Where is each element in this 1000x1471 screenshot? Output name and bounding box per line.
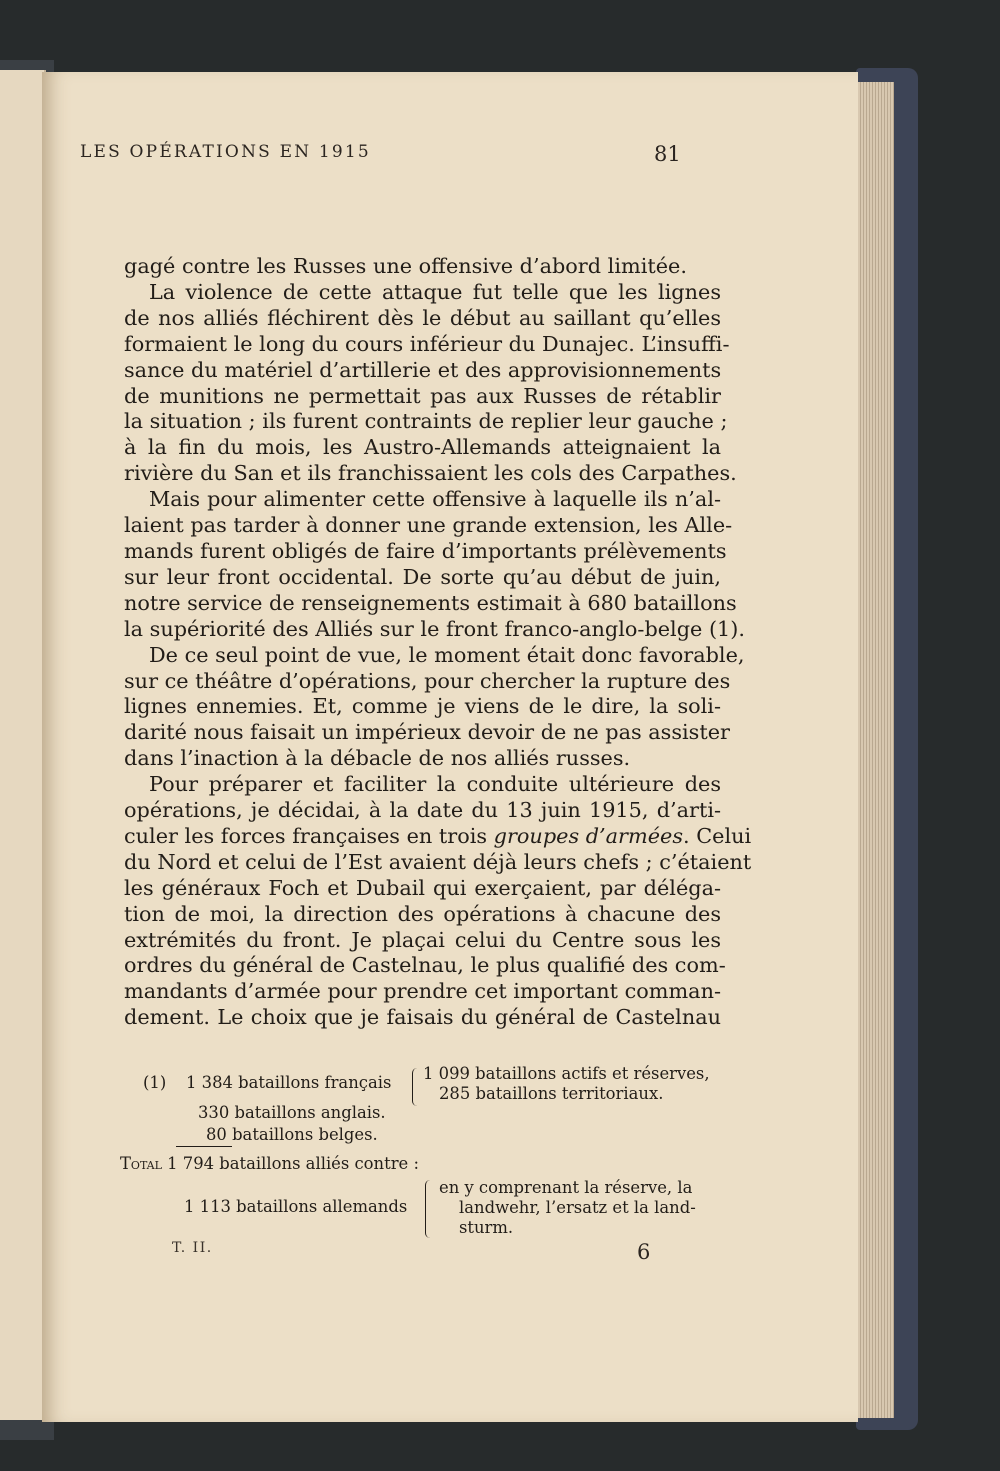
body-line: tion de moi, la direction des opérations à chacune des	[124, 901, 721, 926]
body-line: sur leur front occidental. De sorte qu’au début de juin,	[124, 564, 721, 589]
body-line: formaient le long du cours inférieur du Dunajec. L’insuffi-	[124, 331, 730, 356]
footnote-brace	[425, 1180, 431, 1238]
body-line: Pour préparer et faciliter la conduite ultérieure des	[149, 772, 721, 797]
body-line: la supériorité des Alliés sur le front franco-anglo-belge (1).	[124, 616, 746, 641]
footnote-total-rule	[176, 1146, 232, 1147]
footnote-english: 330 bataillons anglais.	[198, 1103, 386, 1122]
body-line: à la fin du mois, les Austro-Allemands atteignaient la	[124, 435, 721, 460]
footnote-german: 1 113 bataillons allemands	[184, 1197, 408, 1216]
body-text	[124, 254, 752, 1031]
footnote-french-detail-2: 285 bataillons territoriaux.	[439, 1084, 664, 1103]
footnote-german-detail-3: sturm.	[459, 1218, 514, 1237]
body-line: La violence de cette attaque fut telle que les lignes	[149, 279, 721, 304]
body-line: mandants d’armée pour prendre cet important comman-	[124, 979, 721, 1004]
body-line: les généraux Foch et Dubail qui exerçaient, par déléga-	[124, 875, 721, 900]
body-line: dans l’inaction à la débacle de nos alliés russes.	[124, 746, 631, 771]
body-line	[124, 823, 752, 850]
footnote-marker: (1)	[143, 1073, 167, 1092]
signature-number: 6	[637, 1240, 651, 1264]
facing-page-edge	[0, 70, 46, 1420]
footnote-belgian: 80 bataillons belges.	[206, 1125, 378, 1144]
body-line: dement. Le choix que je faisais du général de Castelnau	[124, 1005, 721, 1030]
emphasis-groupes-d-armees: groupes d’armées	[493, 823, 684, 848]
footnote-total-label: Total	[120, 1154, 162, 1173]
body-line-part: culer les forces françaises en trois	[124, 823, 494, 848]
body-line: notre service de renseignements estimait à 680 bataillons	[124, 590, 737, 615]
footnote-brace	[412, 1068, 418, 1106]
body-line: ordres du général de Castelnau, le plus qualifié des com-	[124, 953, 726, 978]
body-line: extrémités du front. Je plaçai celui du Centre sous les	[124, 927, 721, 952]
body-line: sur ce théâtre d’opérations, pour chercher la rupture des	[124, 668, 731, 693]
footnote-french-detail-1: 1 099 bataillons actifs et réserves,	[423, 1064, 710, 1083]
page-number: 81	[654, 142, 681, 166]
body-line: gagé contre les Russes une offensive d’abord limitée.	[124, 254, 687, 278]
body-line: la situation ; ils furent contraints de replier leur gauche ;	[124, 409, 728, 434]
body-line: de nos alliés fléchirent dès le début au saillant qu’elles	[124, 305, 721, 330]
footnote-german-detail-2: landwehr, l’ersatz et la land-	[459, 1198, 696, 1217]
body-line: opérations, je décidai, à la date du 13 juin 1915, d’arti-	[124, 798, 721, 823]
footnote-german-detail-1: en y comprenant la réserve, la	[439, 1178, 693, 1197]
page-stack-edges	[852, 82, 894, 1418]
body-line: rivière du San et ils franchissaient les cols des Carpathes.	[124, 461, 737, 486]
body-line: de munitions ne permettait pas aux Russes de rétablir	[124, 383, 721, 408]
footnote-french: 1 384 bataillons français	[186, 1073, 392, 1092]
footnote-total	[120, 1154, 419, 1174]
footnote-total-text: 1 794 bataillons alliés contre :	[167, 1154, 419, 1173]
body-line: du Nord et celui de l’Est avaient déjà leurs chefs ; c’étaient	[124, 849, 752, 874]
body-line-part: . Celui	[683, 823, 752, 848]
body-line: De ce seul point de vue, le moment était donc favorable,	[149, 642, 745, 667]
printer-signature: T. II.	[172, 1240, 213, 1256]
body-line: sance du matériel d’artillerie et des approvisionnements	[124, 357, 722, 382]
body-line: lignes ennemies. Et, comme je viens de le dire, la soli-	[124, 694, 721, 719]
body-line: mands furent obligés de faire d’importants prélèvements	[124, 538, 727, 563]
body-line: Mais pour alimenter cette offensive à laquelle ils n’al-	[149, 487, 721, 512]
body-line: darité nous faisait un impérieux devoir de ne pas assister	[124, 720, 730, 745]
body-line: laient pas tarder à donner une grande extension, les Alle-	[124, 513, 733, 538]
running-head: LES OPÉRATIONS EN 1915	[80, 142, 371, 162]
